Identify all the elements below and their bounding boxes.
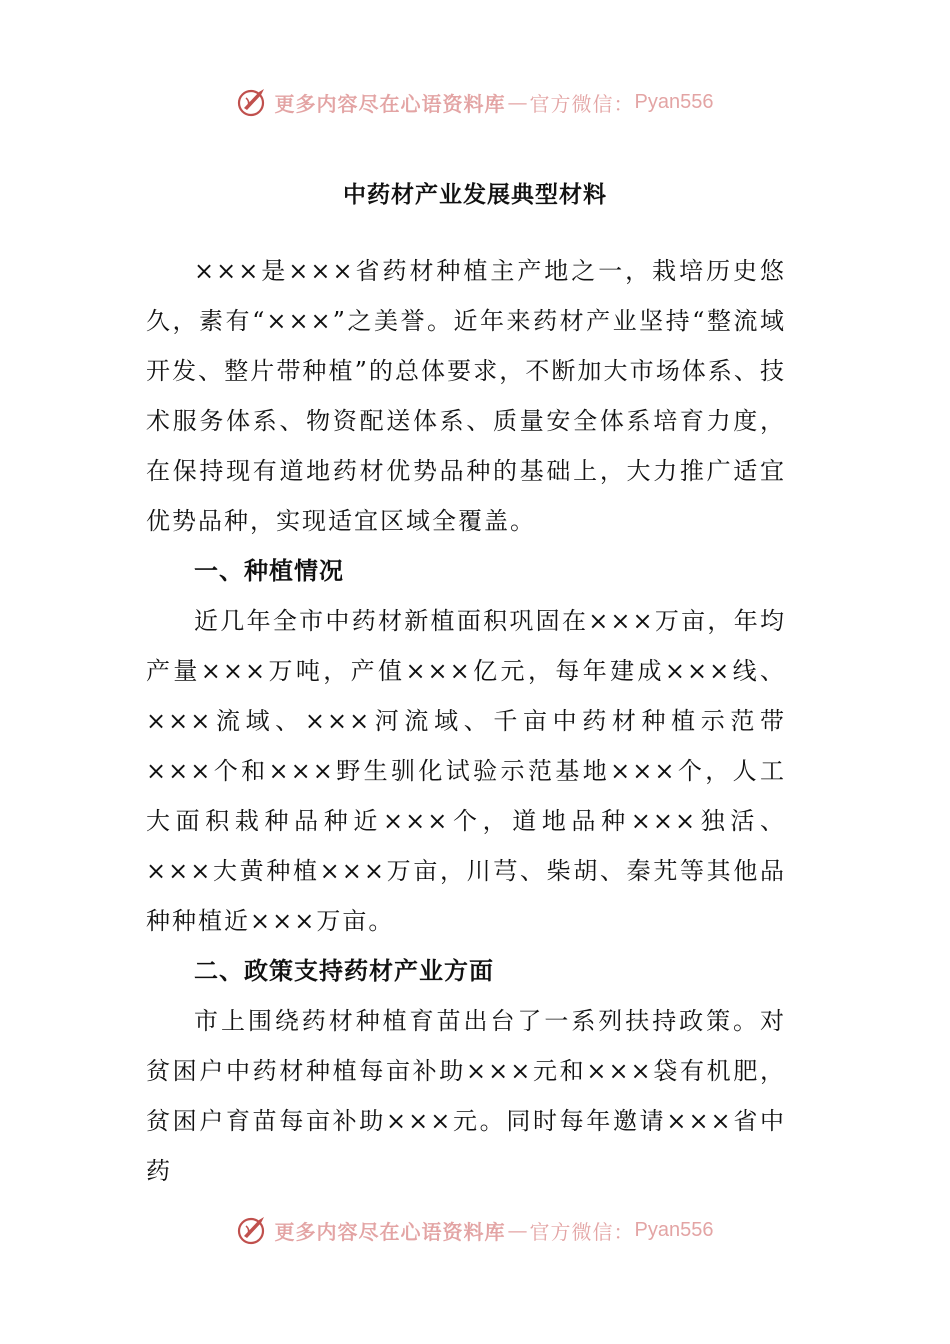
banner-main-text: 更多内容尽在心语资料库 [274, 1219, 506, 1244]
banner-official-label: 官方微信： [529, 91, 635, 116]
banner-wechat-id: Pyan556 [634, 90, 714, 113]
document-body [146, 246, 786, 1196]
section-2-heading: 二、政策支持药材产业方面 [194, 956, 494, 985]
intro-paragraph: ×××是×××省药材种植主产地之一，栽培历史悠久，素有“×××”之美誉。近年来药材产业坚持“整流域开发、整片带种植”的总体要求，不断加大市场体系、技术服务体系、物资配送体系、质量安全体系培育力度，在保持现有道地药材优势品种的基础上，大力推广适宜优势品种，实现适宜区域全覆盖。 [146, 257, 786, 535]
pen-logo-icon [237, 1214, 269, 1246]
document-title: 中药材产业发展典型材料 [343, 181, 607, 208]
section-1-heading: 一、种植情况 [194, 556, 344, 585]
banner-main-text: 更多内容尽在心语资料库 [274, 91, 506, 116]
section-1-paragraph: 近几年全市中药材新植面积巩固在×××万亩，年均产量×××万吨，产值×××亿元，每年建成×××线、×××流域、×××河流域、千亩中药材种植示范带×××个和×××野生驯化试验示范基地×××个，人工大面积栽种品种近×××个，道地品种×××独活、×××大黄种植×××万亩，川芎、柴胡、秦艽等其他品种种植近×××万亩。 [146, 607, 786, 935]
banner-dash: — [507, 90, 528, 114]
section-2-paragraph: 市上围绕药材种植育苗出台了一系列扶持政策。对贫困户中药材种植每亩补助×××元和×××袋有机肥，贫困户育苗每亩补助×××元。同时每年邀请×××省中药 [146, 1007, 786, 1185]
header-watermark-banner [0, 82, 950, 122]
footer-watermark-banner [0, 1210, 950, 1250]
banner-wechat-id: Pyan556 [634, 1218, 714, 1241]
pen-logo-icon [237, 86, 269, 118]
banner-dash: — [507, 1218, 528, 1242]
banner-official-label: 官方微信： [529, 1219, 635, 1244]
